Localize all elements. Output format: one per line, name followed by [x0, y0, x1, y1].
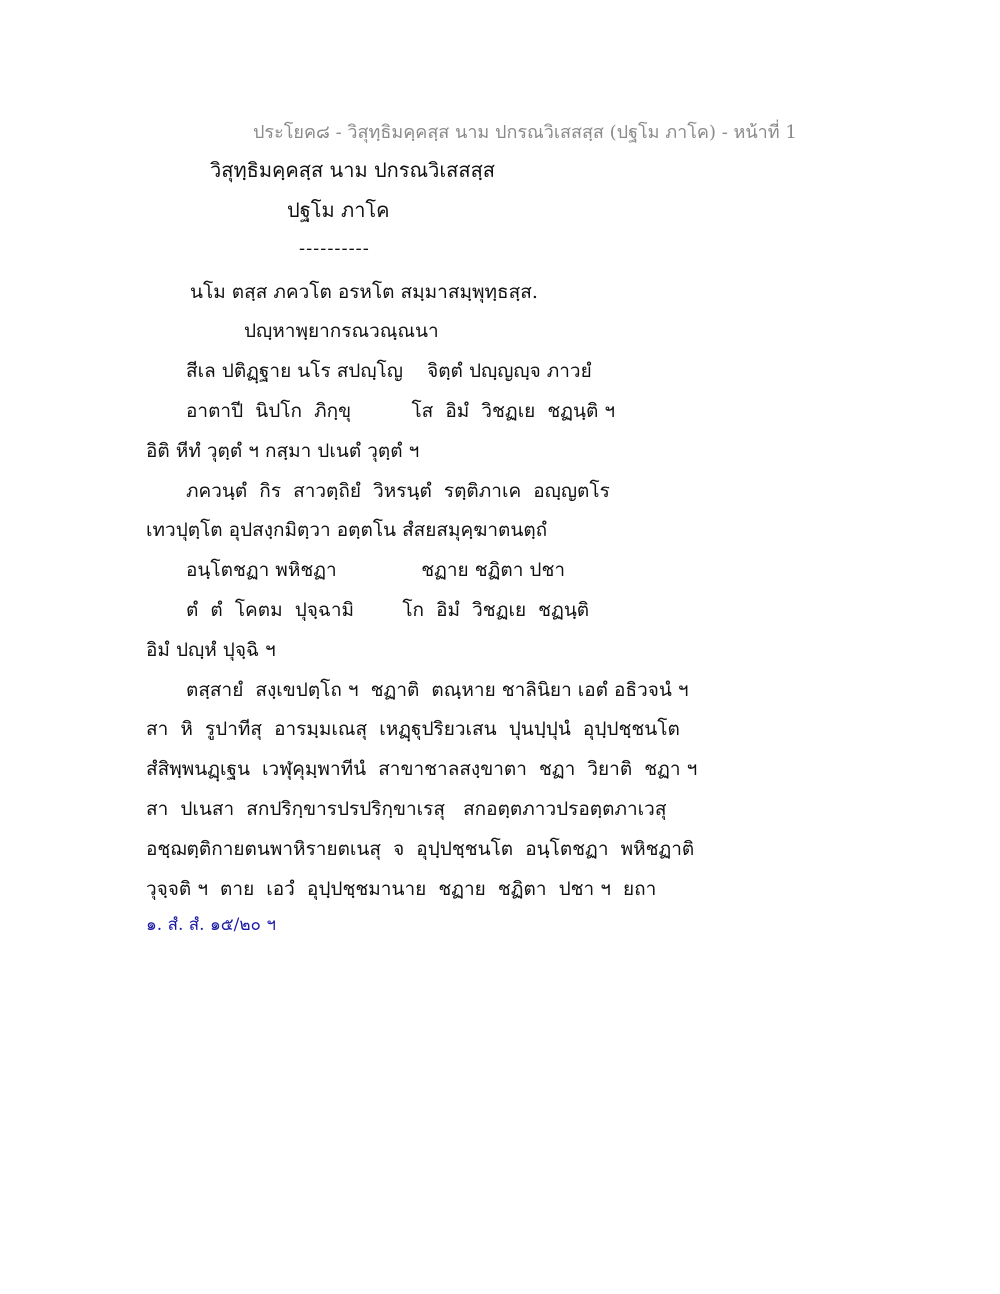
verse-line: สีเล ปติฏฺฐาย นโร สปญฺโญ จิตฺตํ ปญฺญญฺจ ภาวยํ: [186, 360, 592, 382]
text-line: สา หิ รูปาทีสุ อารมฺมเณสุ เหฏฺฐุปริยวเสน ปุนปฺปุนํ อุปฺปชฺชนโต: [146, 718, 680, 740]
text-line: สา ปเนสา สกปริกฺขารปรปริกฺขาเรสุ สกอตฺตภาวปรอตฺตภาเวสุ: [146, 798, 667, 820]
text-line: อชฺฌตฺติกายตนพาหิรายตเนสุ จ อุปฺปชฺชนโต อนฺโตชฏา พหิชฏาติ: [146, 838, 695, 860]
verse-line: อาตาปี นิปโก ภิกฺขุ โส อิมํ วิชฏเย ชฏนฺติ ฯ: [186, 400, 616, 422]
text-line: นโม ตสฺส ภควโต อรหโต สมฺมาสมฺพุทฺธสฺส.: [190, 281, 538, 303]
text-line: ตสฺสายํ สงฺเขปตฺโถ ฯ ชฏาติ ตณฺหาย ชาลินิยา เอตํ อธิวจนํ ฯ: [186, 679, 689, 701]
document-subtitle: ปฐโม ภาโค: [287, 198, 390, 222]
text-line: อิมํ ปญฺหํ ปุจฺฉิ ฯ: [146, 639, 276, 661]
text-line: อิติ หีทํ วุตฺตํ ฯ กสฺมา ปเนตํ วุตฺตํ ฯ: [146, 440, 420, 462]
text-line: ภควนฺตํ กิร สาวตฺถิยํ วิหรนฺตํ รตฺติภาเค อญฺญตโร: [186, 480, 610, 502]
section-heading: ปญฺหาพฺยากรณวณฺณนา: [244, 320, 439, 342]
text-line: วุจฺจติ ฯ ตาย เอวํ อุปฺปชฺชมานาย ชฏาย ชฏิตา ปชา ฯ ยถา: [146, 878, 657, 900]
section-divider: ----------: [299, 238, 370, 259]
running-header: ประโยค๘ - วิสุทฺธิมคฺคสฺส นาม ปกรณวิเสสสฺส (ปฐโม ภาโค) - หน้าที่ 1: [253, 122, 797, 143]
text-line: สํสิพฺพนฏฺเฐน เวฬุคุมฺพาทีนํ สาขาชาลสงฺขาตา ชฏา วิยาติ ชฏา ฯ: [146, 758, 698, 780]
verse-line: ตํ ตํ โคตม ปุจฺฉามิ โก อิมํ วิชฏเย ชฏนฺติ: [186, 599, 590, 621]
document-title: วิสุทฺธิมคฺคสฺส นาม ปกรณวิเสสสฺส: [210, 158, 495, 182]
text-line: เทวปุตฺโต อุปสงฺกมิตฺวา อตฺตโน สํสยสมุคฺฆาตนตฺถํ: [146, 519, 548, 541]
verse-line: อนฺโตชฏา พหิชฏา ชฏาย ชฏิตา ปชา: [186, 559, 566, 581]
footnote: ๑. สํ. สํ. ๑๕/๒๐ ฯ: [146, 915, 276, 935]
